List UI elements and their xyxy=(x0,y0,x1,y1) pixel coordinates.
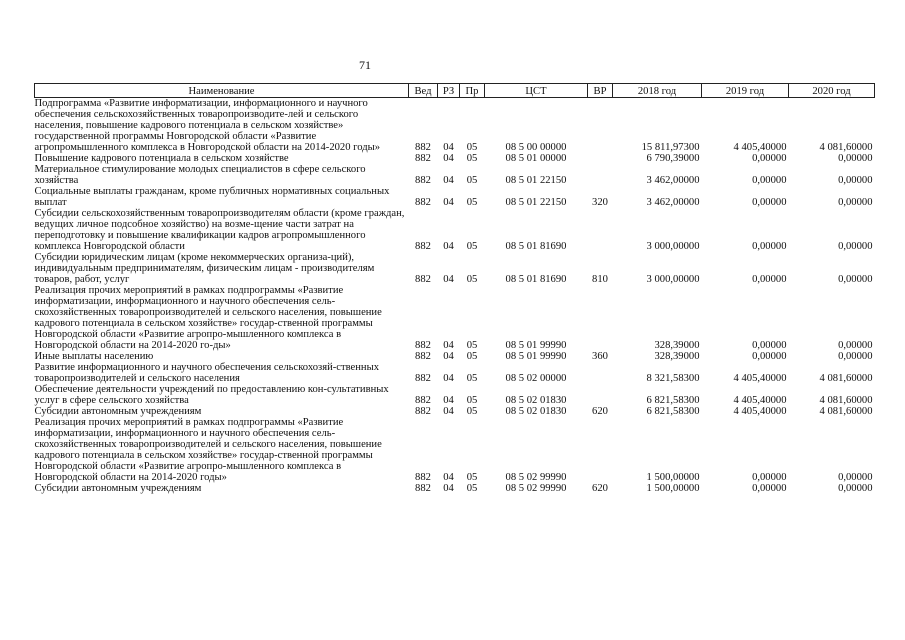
cell-rz: 04 xyxy=(443,406,454,417)
cell-2018: 1 500,00000 xyxy=(646,472,700,483)
header-2018: 2018 год xyxy=(613,84,702,98)
cell-name: Иные выплаты населению xyxy=(34,351,154,362)
header-rz: РЗ xyxy=(438,84,460,98)
cell-vr xyxy=(588,417,613,483)
cell-2020: 4 081,60000 xyxy=(819,142,873,153)
header-pr: Пр xyxy=(460,84,485,98)
cell-rz: 04 xyxy=(443,340,454,351)
cell-2018: 3 462,00000 xyxy=(646,197,700,208)
cell-cst: 08 5 02 01830 xyxy=(505,406,567,417)
cell-2020: 0,00000 xyxy=(838,472,873,483)
table-row xyxy=(35,164,875,186)
cell-cst: 08 5 02 01830 xyxy=(505,395,567,406)
cell-2019: 0,00000 xyxy=(752,472,787,483)
cell-ved: 882 xyxy=(415,406,431,417)
cell-ved: 882 xyxy=(415,153,431,164)
cell-cst: 08 5 01 22150 xyxy=(505,175,567,186)
cell-vr xyxy=(588,164,613,186)
cell-2019: 0,00000 xyxy=(752,351,787,362)
cell-vr xyxy=(588,208,613,252)
cell-name: Субсидии сельскохозяйственным товаропроизводителям области (кроме граждан, ведущих личное подсобное хозяйство) на возме-щение части затрат на переподготовку и повышение квалификации кадров агропромышленного комплекса Новгородской области xyxy=(34,208,405,252)
cell-2020: 0,00000 xyxy=(838,175,873,186)
table-row xyxy=(35,252,875,285)
cell-2019: 0,00000 xyxy=(752,175,787,186)
cell-vr: 620 xyxy=(592,483,608,494)
cell-name: Субсидии юридическим лицам (кроме некоммерческих организа-ций), индивидуальным предпринимателям, физическим лицам - производителям товаров, работ, услуг xyxy=(34,252,375,285)
cell-2020: 4 081,60000 xyxy=(819,373,873,384)
cell-2019: 4 405,40000 xyxy=(733,373,787,384)
cell-pr: 05 xyxy=(466,142,478,153)
cell-ved: 882 xyxy=(415,142,431,153)
cell-pr: 05 xyxy=(466,373,478,384)
cell-cst: 08 5 01 99990 xyxy=(505,351,567,362)
header-2020: 2020 год xyxy=(789,84,875,98)
cell-rz: 04 xyxy=(443,274,454,285)
cell-cst: 08 5 00 00000 xyxy=(505,142,567,153)
table-header-row xyxy=(35,84,875,98)
table-row xyxy=(35,406,875,417)
cell-rz: 04 xyxy=(443,153,454,164)
cell-pr: 05 xyxy=(466,483,478,494)
cell-ved: 882 xyxy=(415,373,431,384)
cell-name: Подпрограмма «Развитие информатизации, информационного и научного обеспечения сельскохозяйственных товаропроизводите-лей и сельского населения, повышение кадрового потенциала в сельском хозяйстве» государственной программы Новгородской области «Развитие агропромышленного комплекса в Новгородской области на 2014-2020 годы» xyxy=(34,98,381,153)
cell-2018: 3 000,00000 xyxy=(646,241,700,252)
cell-vr xyxy=(588,153,613,164)
cell-2018: 3 000,00000 xyxy=(646,274,700,285)
cell-cst: 08 5 01 81690 xyxy=(505,274,567,285)
header-vr: ВР xyxy=(588,84,613,98)
header-cst: ЦСТ xyxy=(485,84,588,98)
cell-pr: 05 xyxy=(466,274,478,285)
cell-rz: 04 xyxy=(443,197,454,208)
cell-2019: 4 405,40000 xyxy=(733,406,787,417)
table-row xyxy=(35,351,875,362)
cell-name: Развитие информационного и научного обеспечения сельскохозяй-ственных товаропроизводителей и сельского населения xyxy=(34,362,380,384)
cell-cst: 08 5 01 99990 xyxy=(505,340,567,351)
cell-pr: 05 xyxy=(466,406,478,417)
cell-2018: 1 500,00000 xyxy=(646,483,700,494)
cell-vr: 810 xyxy=(592,274,608,285)
cell-pr: 05 xyxy=(466,197,478,208)
cell-cst: 08 5 02 99990 xyxy=(505,483,567,494)
cell-rz: 04 xyxy=(443,241,454,252)
cell-2020: 0,00000 xyxy=(838,241,873,252)
table-row xyxy=(35,186,875,208)
cell-cst: 08 5 01 22150 xyxy=(505,197,567,208)
cell-pr: 05 xyxy=(466,340,478,351)
cell-ved: 882 xyxy=(415,340,431,351)
cell-rz: 04 xyxy=(443,395,454,406)
cell-name: Реализация прочих мероприятий в рамках подпрограммы «Развитие информатизации, информационного и научного обеспечения сель-скохозяйственных товаропроизводителей и сельского населения, повышение кадрового потенциала в сельском хозяйстве» государ-ственной программы Новгородской области «Развитие агропро-мышленного комплекса в Новгородской области на 2014-2020 го-ды» xyxy=(34,285,382,351)
cell-pr: 05 xyxy=(466,241,478,252)
table-row xyxy=(35,285,875,351)
cell-2018: 328,39000 xyxy=(654,340,700,351)
cell-2019: 0,00000 xyxy=(752,241,787,252)
cell-2019: 0,00000 xyxy=(752,153,787,164)
cell-2020: 4 081,60000 xyxy=(819,406,873,417)
table-row xyxy=(35,153,875,164)
cell-vr: 320 xyxy=(592,197,608,208)
cell-2018: 6 821,58300 xyxy=(646,406,700,417)
cell-ved: 882 xyxy=(415,472,431,483)
cell-rz: 04 xyxy=(443,175,454,186)
header-ved: Вед xyxy=(409,84,438,98)
cell-2019: 0,00000 xyxy=(752,340,787,351)
cell-pr: 05 xyxy=(466,395,478,406)
cell-2020: 0,00000 xyxy=(838,351,873,362)
cell-2019: 4 405,40000 xyxy=(733,395,787,406)
cell-2019: 4 405,40000 xyxy=(733,142,787,153)
cell-pr: 05 xyxy=(466,153,478,164)
page-number: 71 xyxy=(359,58,371,72)
cell-2020: 0,00000 xyxy=(838,274,873,285)
cell-2018: 6 821,58300 xyxy=(646,395,700,406)
cell-2018: 328,39000 xyxy=(654,351,700,362)
cell-name: Реализация прочих мероприятий в рамках подпрограммы «Развитие информатизации, информационного и научного обеспечения сель-скохозяйственных товаропроизводителей и сельского населения, повышение кадрового потенциала в сельском хозяйстве» государ-ственной программы Новгородской области «Развитие агропро-мышленного комплекса в Новгородской области на 2014-2020 годы» xyxy=(34,417,382,483)
header-name: Наименование xyxy=(35,84,409,98)
cell-name: Социальные выплаты гражданам, кроме публичных нормативных социальных выплат xyxy=(34,186,390,208)
cell-cst: 08 5 01 81690 xyxy=(505,241,567,252)
cell-2018: 8 321,58300 xyxy=(646,373,700,384)
table-row xyxy=(35,417,875,483)
cell-name: Повышение кадрового потенциала в сельском хозяйстве xyxy=(34,153,289,164)
cell-pr: 05 xyxy=(466,351,478,362)
cell-ved: 882 xyxy=(415,274,431,285)
cell-2019: 0,00000 xyxy=(752,197,787,208)
cell-2020: 4 081,60000 xyxy=(819,395,873,406)
table-row xyxy=(35,483,875,494)
header-2019: 2019 год xyxy=(702,84,789,98)
cell-rz: 04 xyxy=(443,351,454,362)
cell-pr: 05 xyxy=(466,175,478,186)
cell-cst: 08 5 01 00000 xyxy=(505,153,567,164)
cell-2018: 3 462,00000 xyxy=(646,175,700,186)
cell-vr xyxy=(588,384,613,406)
cell-2018: 15 811,97300 xyxy=(641,142,700,153)
cell-cst: 08 5 02 00000 xyxy=(505,373,567,384)
cell-vr: 360 xyxy=(592,351,608,362)
cell-name: Материальное стимулирование молодых специалистов в сфере сельского хозяйства xyxy=(34,164,366,186)
cell-vr xyxy=(588,98,613,154)
cell-ved: 882 xyxy=(415,483,431,494)
cell-2020: 0,00000 xyxy=(838,483,873,494)
cell-ved: 882 xyxy=(415,175,431,186)
cell-ved: 882 xyxy=(415,197,431,208)
cell-rz: 04 xyxy=(443,373,454,384)
cell-name: Субсидии автономным учреждениям xyxy=(34,406,202,417)
cell-name: Субсидии автономным учреждениям xyxy=(34,483,202,494)
cell-pr: 05 xyxy=(466,472,478,483)
cell-cst: 08 5 02 99990 xyxy=(505,472,567,483)
cell-name: Обеспечение деятельности учреждений по предоставлению кон-сультативных услуг в сфере сельского хозяйства xyxy=(34,384,389,406)
cell-ved: 882 xyxy=(415,241,431,252)
table-row xyxy=(35,98,875,154)
cell-rz: 04 xyxy=(443,142,454,153)
cell-ved: 882 xyxy=(415,395,431,406)
cell-2020: 0,00000 xyxy=(838,340,873,351)
cell-vr xyxy=(588,362,613,384)
cell-vr xyxy=(588,285,613,351)
cell-ved: 882 xyxy=(415,351,431,362)
cell-2018: 6 790,39000 xyxy=(646,153,700,164)
cell-2020: 0,00000 xyxy=(838,197,873,208)
cell-2020: 0,00000 xyxy=(838,153,873,164)
cell-rz: 04 xyxy=(443,483,454,494)
cell-rz: 04 xyxy=(443,472,454,483)
budget-table xyxy=(34,83,875,494)
table-row xyxy=(35,362,875,384)
cell-2019: 0,00000 xyxy=(752,274,787,285)
cell-2019: 0,00000 xyxy=(752,483,787,494)
table-row xyxy=(35,208,875,252)
table-row xyxy=(35,384,875,406)
cell-vr: 620 xyxy=(592,406,608,417)
